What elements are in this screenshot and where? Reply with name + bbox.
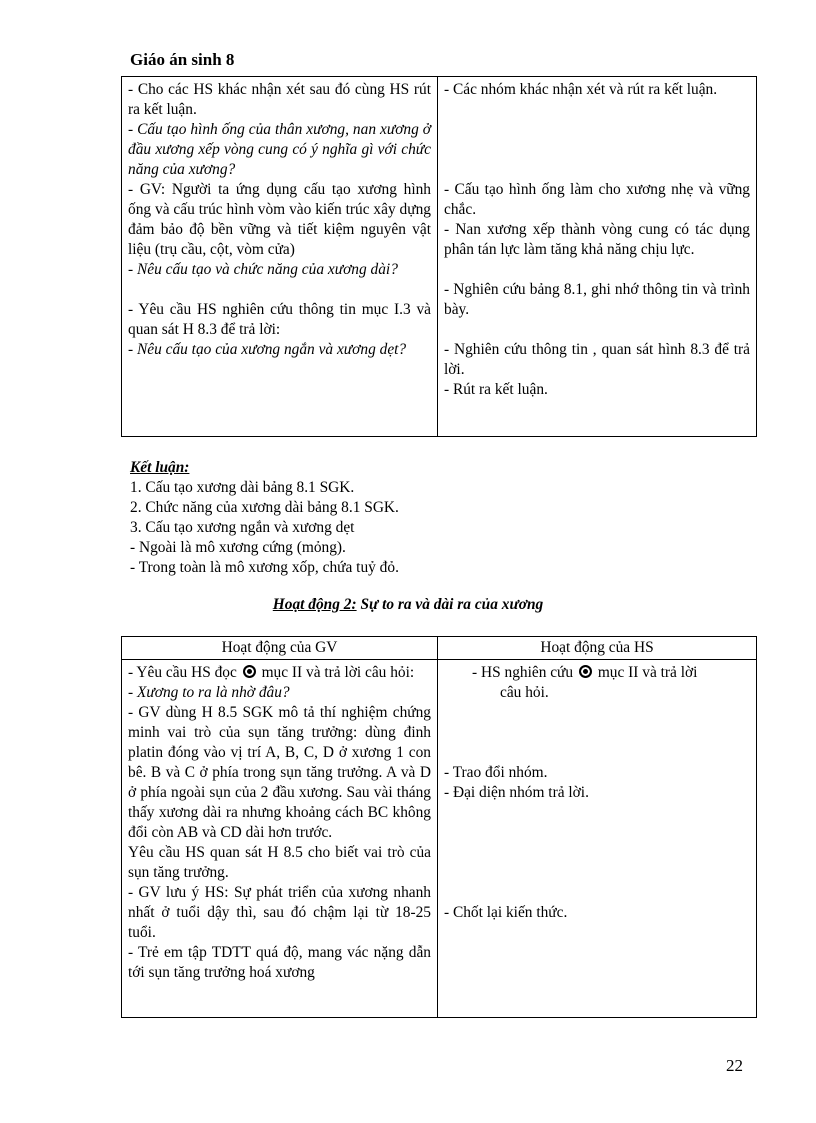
conclusion-section: [130, 458, 399, 578]
student-step: - Nan xương xếp thành vòng cung có tác dụng phân tán lực làm tăng khả năng chịu lực.: [444, 221, 750, 258]
student-activity-cell: [438, 77, 757, 437]
document-header-title: Giáo án sinh 8: [130, 50, 235, 69]
teacher-step: - Yêu cầu HS nghiên cứu thông tin mục I.3 và quan sát H 8.3 để trả lời:: [128, 301, 431, 338]
student-activity-cell: [438, 660, 757, 1018]
student-step: - Rút ra kết luận.: [444, 381, 548, 398]
teacher-step: - Cho các HS khác nhận xét sau đó cùng HS rút ra kết luận.: [128, 81, 431, 118]
teacher-step: - GV dùng H 8.5 SGK mô tả thí nghiệm chứng minh vai trò của sụn tăng trưởng: dùng đinh platin đóng vào vị trí A, B, C, D ở xương 1 con bê. B và C ở phía trong sụn tăng trưởng. A và D ở phía ngoài sụn của 2 đầu xương. Sau vài tháng thấy xương dài ra nhưng khoảng cách BC không đổi còn AB và CD dài hơn trước.: [128, 704, 431, 841]
student-step: - Cấu tạo hình ống làm cho xương nhẹ và vững chắc.: [444, 181, 750, 218]
circle-bullet-icon: [243, 665, 256, 678]
activity-2-title: Sự to ra và dài ra của xương: [356, 596, 544, 613]
activity-table-1: [121, 76, 757, 437]
teacher-activity-cell: [122, 660, 438, 1018]
circle-bullet-icon: [579, 665, 592, 678]
teacher-question: - Xương to ra là nhờ đâu?: [128, 684, 290, 701]
teacher-activity-cell: [122, 77, 438, 437]
student-step-continued: câu hỏi.: [500, 684, 549, 701]
conclusion-line: - Trong toàn là mô xương xốp, chứa tuỷ đỏ.: [130, 559, 399, 576]
student-step: - Nghiên cứu thông tin , quan sát hình 8.3 để trả lời.: [444, 341, 750, 378]
teacher-question: - Nêu cấu tạo của xương ngắn và xương dẹt?: [128, 341, 407, 358]
student-step: - Các nhóm khác nhận xét và rút ra kết luận.: [444, 81, 718, 98]
page-number: 22: [726, 1056, 743, 1075]
activity-table-2: [121, 636, 757, 1018]
teacher-step: - Trẻ em tập TDTT quá độ, mang vác nặng dẫn tới sụn tăng trưởng hoá xương: [128, 944, 431, 981]
teacher-step: - Yêu cầu HS đọc mục II và trả lời câu hỏi:: [128, 664, 415, 681]
student-step: - Nghiên cứu bảng 8.1, ghi nhớ thông tin và trình bày.: [444, 281, 750, 318]
teacher-question: - Cấu tạo hình ống của thân xương, nan xương ở đầu xương xếp vòng cung có ý nghĩa gì với chức năng của xương?: [128, 121, 431, 178]
teacher-step: - GV lưu ý HS: Sự phát triển của xương nhanh nhất ở tuổi dậy thì, sau đó chậm lại từ 18-25 tuổi.: [128, 884, 431, 941]
student-step: - HS nghiên cứu mục II và trả lời: [472, 664, 698, 681]
teacher-step: Yêu cầu HS quan sát H 8.5 cho biết vai trò của sụn tăng trưởng.: [128, 844, 431, 881]
activity-2-label: Hoạt động 2:: [272, 596, 357, 613]
student-step: - Chốt lại kiến thức.: [444, 904, 568, 921]
conclusion-line: 2. Chức năng của xương dài bảng 8.1 SGK.: [130, 499, 399, 516]
conclusion-line: 3. Cấu tạo xương ngắn và xương dẹt: [130, 519, 355, 536]
column-header-teacher: Hoạt động của GV: [122, 637, 438, 660]
teacher-step: - GV: Người ta ứng dụng cấu tạo xương hình ống và cấu trúc hình vòm vào kiến trúc xây dựng đảm bảo độ bền vững và tiết kiệm nguyên vật liệu (trụ cầu, cột, vòm cửa): [128, 181, 431, 258]
conclusion-line: - Ngoài là mô xương cứng (mỏng).: [130, 539, 346, 556]
student-step: - Đại diện nhóm trả lời.: [444, 784, 589, 801]
conclusion-title: Kết luận:: [130, 459, 190, 476]
column-header-student: Hoạt động của HS: [438, 637, 757, 660]
teacher-question: - Nêu cấu tạo và chức năng của xương dài?: [128, 261, 398, 278]
conclusion-line: 1. Cấu tạo xương dài bảng 8.1 SGK.: [130, 479, 355, 496]
activity-2-heading: [0, 596, 816, 614]
student-step: - Trao đổi nhóm.: [444, 764, 548, 781]
